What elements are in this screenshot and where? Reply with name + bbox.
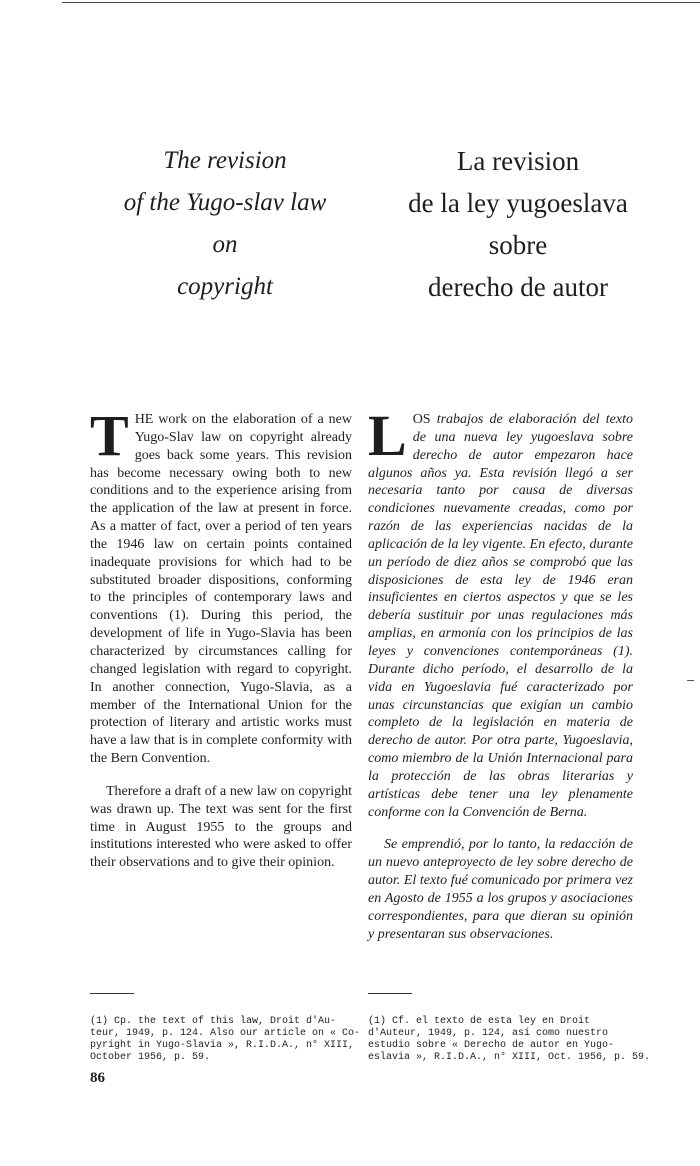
top-rule — [62, 2, 700, 3]
spanish-paragraph-1 — [368, 403, 633, 821]
spanish-footnote-rule — [368, 993, 412, 994]
spanish-dropcap: L — [368, 403, 407, 468]
spanish-paragraph-1-text: trabajos de elaboración del texto de una nueva ley yugoeslava sobre derecho de autor empezaron hace algunos años ya. Esta revisión llegó a ser necesaria tanto por causa de diversas condiciones nuevamente creadas, como por razón de las experiencias nacidas de la aplicación de la ley vigente. En efecto, durante un período de diez años se comprobó que las disposiciones de esta ley de 1946 eran insuficientes en ciertos aspectos y que se les debería sustituir por unas regulaciones más amplias, en armonía con los principios de las leyes y convenciones contemporáneas (1). Durante dicho período, el desarrollo de la vida en Yugoeslavia fué caracterizado por unas circunstancias que exigían un cambio completo de la legislación en materia de derecho de autor. Por otra parte, Yugoeslavia, como miembro de la Unión Internacional para la protección de las obras literarias y artísticas debe tener una ley plenamente conforme con la Convención de Berna. — [368, 412, 633, 820]
english-dropcap: T — [90, 403, 129, 468]
english-title — [90, 140, 360, 308]
spanish-title — [368, 140, 668, 308]
english-title-line-1: The revision — [163, 147, 287, 174]
spanish-column — [368, 403, 633, 943]
english-footnote-rule — [90, 993, 134, 994]
english-paragraph-1-text: work on the elaboration of a new Yugo-Slav law on copyright already goes back some years. This revision has become necessary owing both to new conditions and to the experience arising from the application of the law at present in force. As a matter of fact, over a period of ten years the 1946 law on certain points contained inadequate provisions for which had to be substituted broader dispositions, conforming to the principles of contemporary laws and conventions (1). During this period, the development of life in Yugo-Slavia has been characterized by circumstances calling for changed legislation with regard to copyright. In another connection, Yugo-Slavia, as a member of the International Union for the protection of literary and artistic works must have a law that is in complete conformity with the Bern Convention. — [90, 412, 352, 767]
english-footnote: (1) Cp. the text of this law, Droit d'Au- teur, 1949, p. 124. Also our article on « Co- pyright in Yugo-Slavia », R.I.D.A., n° XIII, October 1956, p. 59. — [90, 1016, 361, 1063]
spanish-lead-word: OS — [412, 412, 431, 427]
spanish-footnote: (1) Cf. el texto de esta ley en Droit d'Auteur, 1949, p. 124, así como nuestro estudio sobre « Derecho de autor en Yugo- eslavia », R.I.D.A., n° XIII, Oct. 1956, p. 59. — [368, 1016, 651, 1063]
spanish-paragraph-2: Se emprendió, por lo tanto, la redacción de un nuevo anteproyecto de ley sobre derecho de autor. El texto fué comunicado por primera vez en Agosto de 1955 a los grupos y asociaciones correspondientes, para que dieran su opinión y presentaran sus observaciones. — [368, 837, 633, 942]
english-column — [90, 403, 352, 872]
spanish-title-line-4: derecho de autor — [428, 272, 608, 302]
spanish-title-line-3: sobre — [488, 230, 548, 260]
margin-mark — [687, 680, 694, 681]
english-title-line-2: of the Yugo-slav law — [123, 189, 327, 216]
english-paragraph-2: Therefore a draft of a new law on copyright was drawn up. The text was sent for the first time in August 1955 to the groups and institutions interested who were asked to offer their observations and to give their opinion. — [90, 783, 352, 871]
english-lead-word: HE — [134, 412, 154, 427]
spanish-title-line-2: de la ley yugoeslava — [408, 188, 628, 218]
english-title-line-4: copyright — [177, 273, 273, 300]
english-paragraph-1 — [90, 403, 352, 768]
spanish-title-line-1: La revision — [456, 146, 580, 176]
english-title-line-3: on — [212, 231, 238, 258]
page-number: 86 — [90, 1070, 105, 1086]
